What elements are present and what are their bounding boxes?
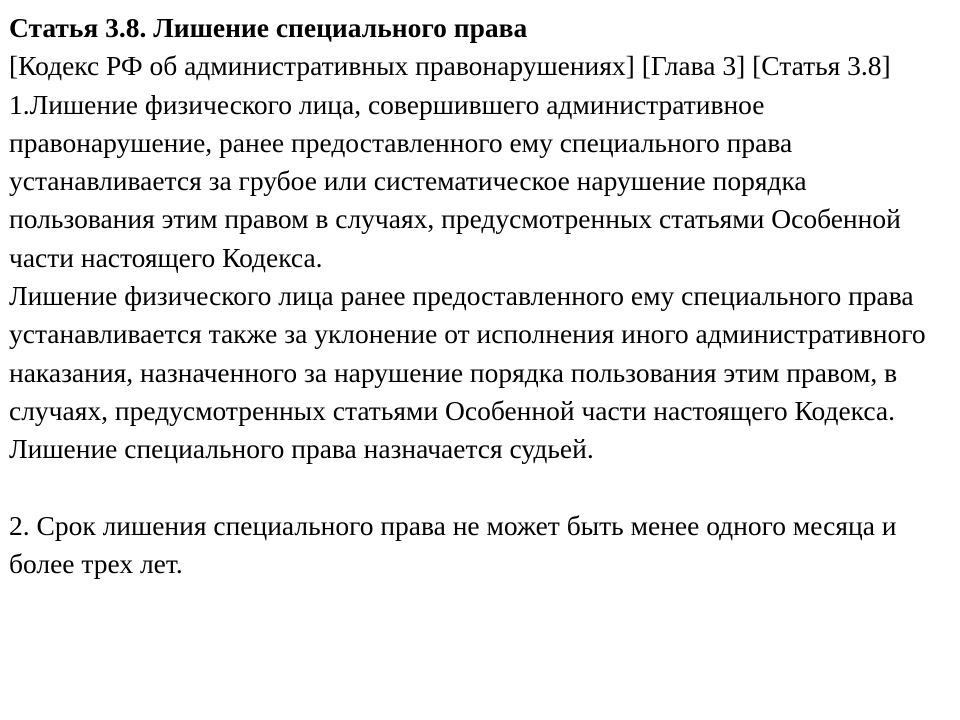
document-body [9, 9, 949, 583]
paragraph-1: 1.Лишение физического лица, совершившего административное правонарушение, ранее предоставленного ему специального права устанавливается за грубое или систематическое нарушение порядка пользования этим правом в случаях, предусмотренных статьями Особенной части настоящего Кодекса. [9, 88, 901, 273]
paragraph-2: 2. Срок лишения специального права не может быть менее одного месяца и более трех лет. [9, 509, 897, 580]
article-title: Статья 3.8. Лишение специального права [9, 12, 528, 43]
paragraph-1-continuation: Лишение физического лица ранее предоставленного ему специального права устанавливается также за уклонение от исполнения иного административного наказания, назначенного за нарушение порядка пользования этим правом, в случаях, предусмотренных статьями Особенной части настоящего Кодекса. [9, 280, 926, 426]
paragraph-1-judge-note: Лишение специального права назначается судьей. [9, 433, 594, 465]
paragraph-spacer [9, 469, 949, 507]
article-reference: [Кодекс РФ об административных правонарушениях] [Глава 3] [Статья 3.8] [9, 50, 891, 82]
